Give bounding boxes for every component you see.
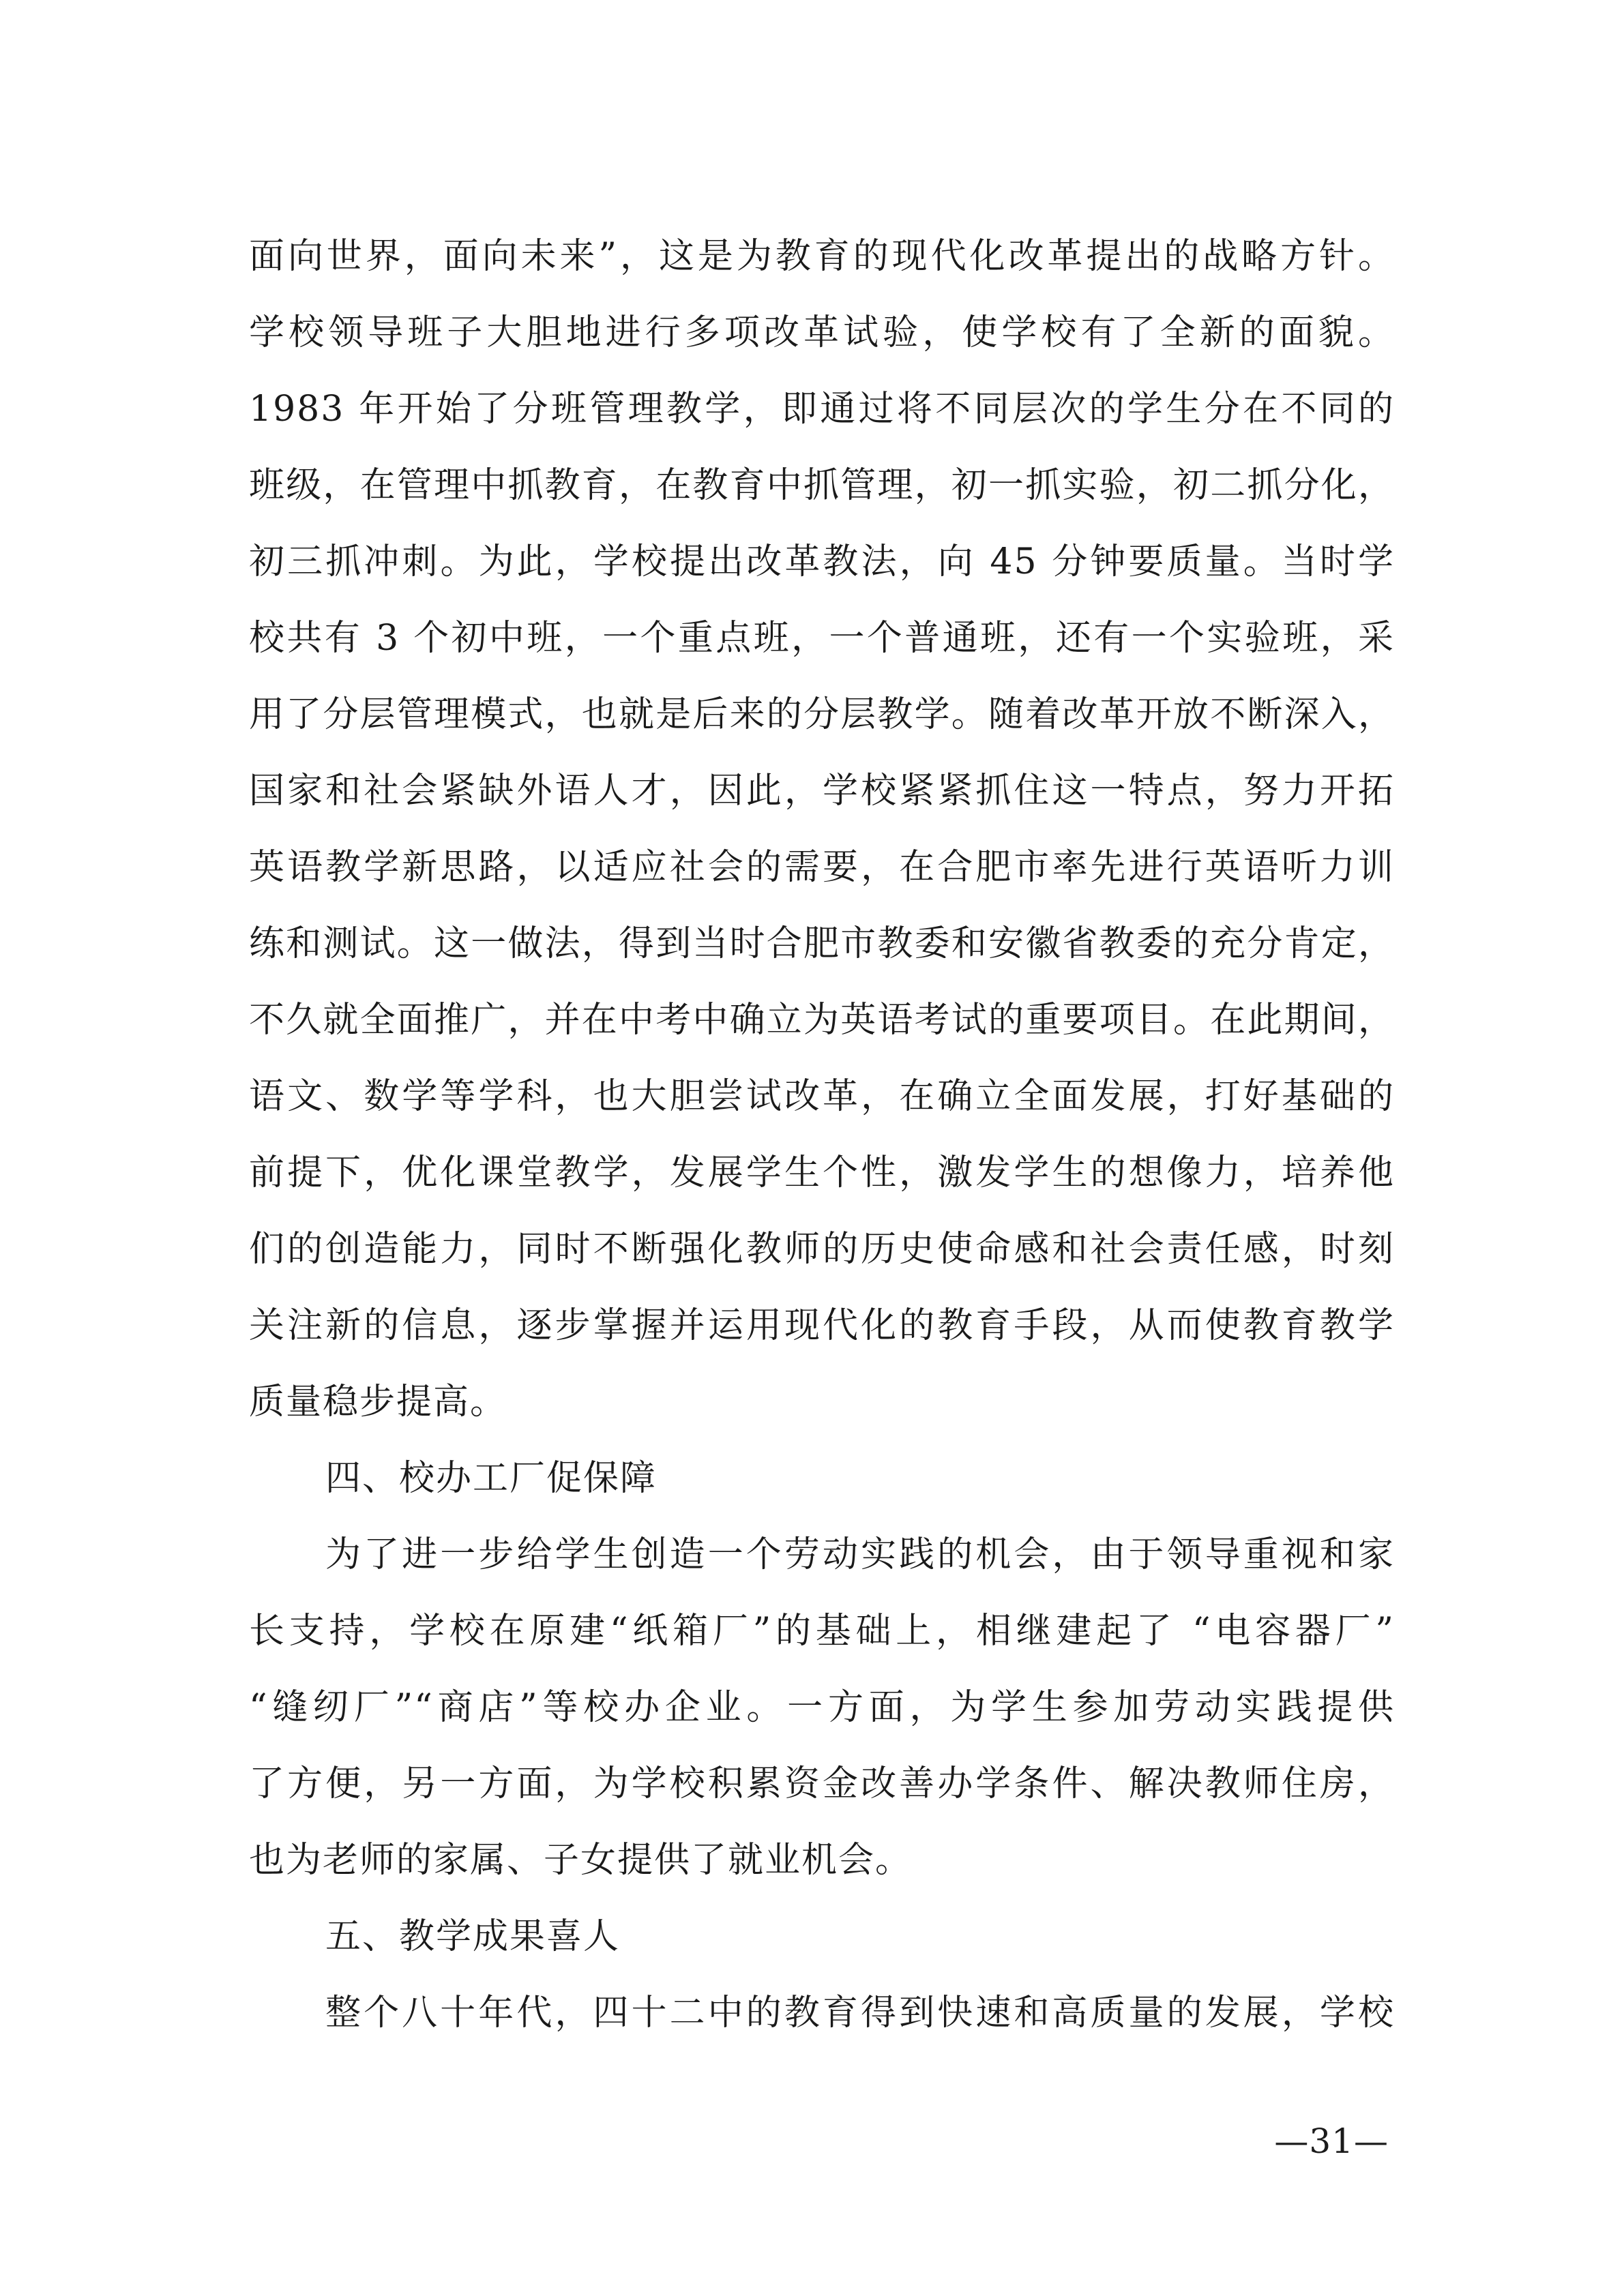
text-line: 整个八十年代，四十二中的教育得到快速和高质量的发展，学校 xyxy=(325,1993,1395,2033)
text-line: 面向世界，面向未来”，这是为教育的现代化改革提出的战略方针。 xyxy=(249,236,1395,277)
text-line: 语文、数学等学科，也大胆尝试改革，在确立全面发展，打好基础的 xyxy=(249,1076,1395,1117)
body-text xyxy=(249,218,1395,2051)
text-line: 用了分层管理模式，也就是后来的分层教学。随着改革开放不断深入， xyxy=(249,694,1395,735)
text-line: 关注新的信息，逐步掌握并运用现代化的教育手段，从而使教育教学 xyxy=(249,1305,1395,1346)
text-line: 了方便，另一方面，为学校积累资金改善办学条件、解决教师住房， xyxy=(249,1763,1395,1804)
text-line: 初三抓冲刺。为此，学校提出改革教法，向 45 分钟要质量。当时学 xyxy=(249,541,1395,582)
section-heading-5: 五、教学成果喜人 xyxy=(325,1916,621,1957)
section-heading-4: 四、校办工厂促保障 xyxy=(325,1458,658,1499)
text-line: 前提下，优化课堂教学，发展学生个性，激发学生的想像力，培养他 xyxy=(249,1152,1395,1193)
text-line: 为了进一步给学生创造一个劳动实践的机会，由于领导重视和家 xyxy=(325,1534,1395,1575)
text-line: 班级，在管理中抓教育，在教育中抓管理，初一抓实验，初二抓分化， xyxy=(249,465,1395,506)
text-line: 也为老师的家属、子女提供了就业机会。 xyxy=(249,1840,913,1881)
text-line: 长支持，学校在原建“纸箱厂”的基础上，相继建起了 “电容器厂” xyxy=(249,1611,1395,1652)
text-line: 练和测试。这一做法，得到当时合肥市教委和安徽省教委的充分肯定， xyxy=(249,923,1395,964)
text-line: 校共有 3 个初中班，一个重点班，一个普通班，还有一个实验班，采 xyxy=(249,618,1395,659)
text-line: 质量稳步提高。 xyxy=(249,1382,507,1422)
text-line: 英语教学新思路，以适应社会的需要，在合肥市率先进行英语听力训 xyxy=(249,847,1395,888)
text-line: 们的创造能力，同时不断强化教师的历史使命感和社会责任感，时刻 xyxy=(249,1229,1395,1270)
text-line: 国家和社会紧缺外语人才，因此，学校紧紧抓住这一特点，努力开拓 xyxy=(249,771,1395,811)
text-line: “缝纫厂”“商店”等校办企业。一方面，为学生参加劳动实践提供 xyxy=(249,1687,1395,1728)
page-number: —31— xyxy=(1274,2121,1389,2161)
text-line: 不久就全面推广，并在中考中确立为英语考试的重要项目。在此期间， xyxy=(249,1000,1395,1041)
text-line: 学校领导班子大胆地进行多项改革试验，使学校有了全新的面貌。 xyxy=(249,312,1395,353)
text-line: 1983 年开始了分班管理教学，即通过将不同层次的学生分在不同的 xyxy=(249,389,1395,430)
